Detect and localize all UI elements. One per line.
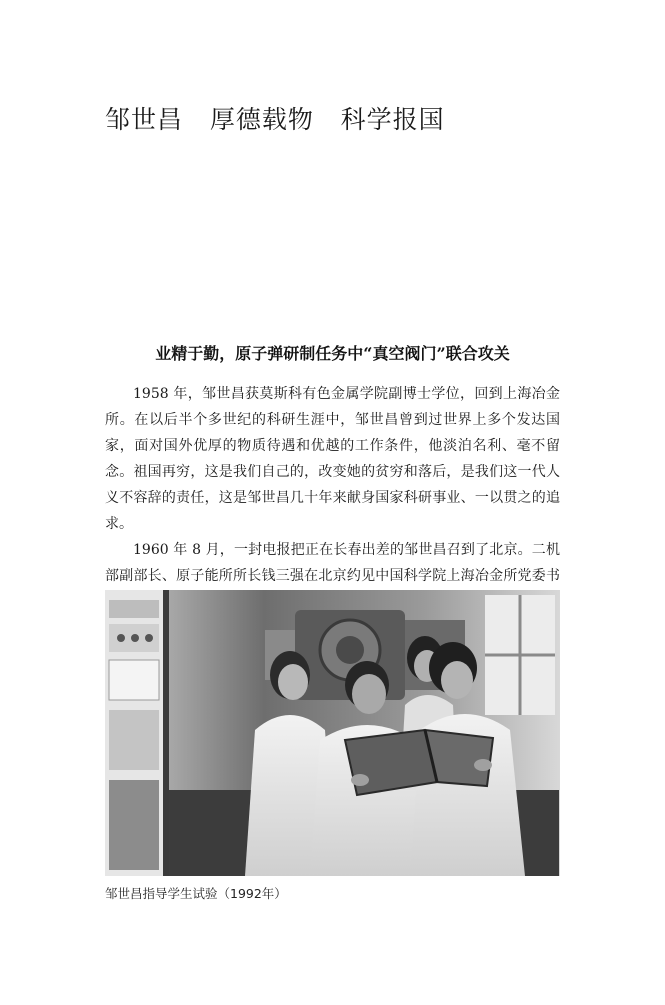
paragraph-1: 1958 年，邹世昌获莫斯科有色金属学院副博士学位，回到上海冶金所。在以后半个多世纪的科研生涯中，邹世昌曾到过世界上多个发达国家，面对国外优厚的物质待遇和优越的工作条件，他淡泊名利、毫不留念。祖国再穷，这是我们自己的，改变她的贫穷和落后，是我们这一代人义不容辞的责任，这是邹世昌几十年来献身国家科研事业、一以贯之的追求。 (105, 386, 560, 532)
section-heading: 业精于勤，原子弹研制任务中“真空阀门”联合攻关 (155, 344, 510, 363)
paragraph-2: 1960 年 8 月，一封电报把正在长春出差的邹世昌召到了北京。二机部副部长、原子能所所长钱三强在北京约见中国科学院上海冶金所党委书 (105, 542, 560, 584)
body-text (105, 381, 560, 615)
lab-photo (105, 590, 560, 876)
chapter-title: 邹世昌 厚德载物 科学报国 (105, 105, 445, 134)
photo-caption: 邹世昌指导学生试验（1992年） (105, 886, 287, 901)
